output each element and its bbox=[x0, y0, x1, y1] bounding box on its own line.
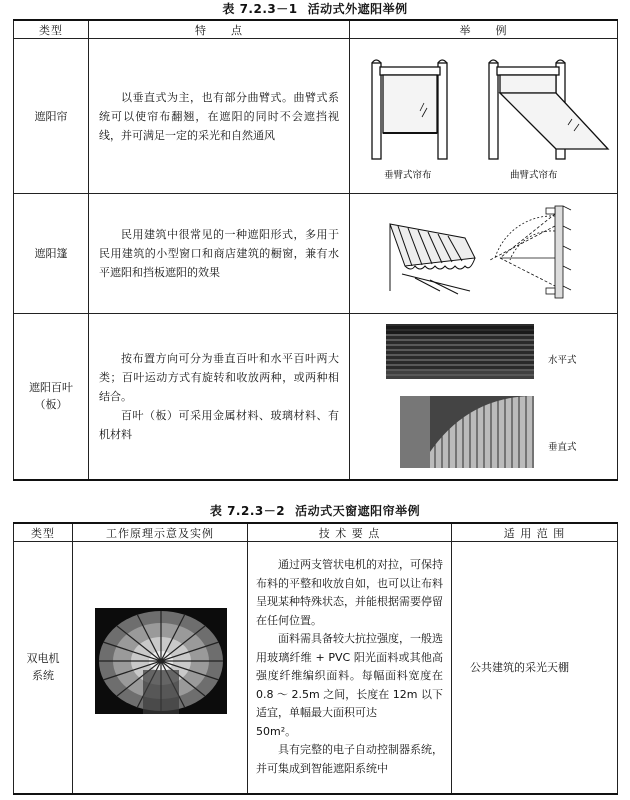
table2-title-text: 活动式天窗遮阳帘举例 bbox=[295, 504, 421, 518]
vertical-curtain-drawing bbox=[372, 60, 447, 159]
table2-header-scope: 适 用 范 围 bbox=[452, 523, 618, 542]
row-type-cell bbox=[14, 314, 89, 480]
table1 bbox=[13, 19, 618, 481]
feature-text-2: 百叶（板）可采用金属材料、玻璃材料、有机材料 bbox=[99, 408, 339, 441]
table1-header-feature: 特 点 bbox=[89, 20, 350, 39]
caption-arm-curtain: 曲臂式帘布 bbox=[510, 170, 558, 181]
horizontal-louver-photo bbox=[386, 324, 534, 379]
table2-title-number: 表 7.2.3－2 bbox=[209, 504, 286, 518]
table2-row-dual-motor bbox=[14, 542, 618, 794]
scope-cell: 公共建筑的采光天棚 bbox=[452, 542, 618, 794]
table1-row-curtain bbox=[14, 39, 618, 194]
row-feature bbox=[89, 194, 350, 314]
table1-header-example: 举 例 bbox=[350, 20, 618, 39]
awning-illustration-cell bbox=[350, 194, 618, 314]
table1-row-awning bbox=[14, 194, 618, 314]
skylight-photo bbox=[73, 542, 246, 792]
table1-row-louver bbox=[14, 314, 618, 480]
tech-text-2-end: 50m²。 bbox=[256, 724, 297, 738]
vertical-louver-photo bbox=[400, 396, 534, 468]
row-feature bbox=[89, 39, 350, 194]
table2-header-tech: 技 术 要 点 bbox=[248, 523, 452, 542]
caption-horizontal: 水平式 bbox=[548, 355, 577, 367]
louver-illustration-cell bbox=[350, 314, 618, 480]
row-type-line1: 双电机 bbox=[26, 652, 60, 666]
table2-title bbox=[0, 502, 630, 519]
tech-text-1: 通过两支管状电机的对拉，可保持布料的平整和收放自如，也可以让布料呈现某种特殊状态，并能根据需要停留在任何位置。 bbox=[256, 558, 443, 627]
row-type: 遮阳帘 bbox=[14, 39, 89, 194]
tech-text-3: 具有完整的电子自动控制器系统，并可集成到智能遮阳系统中 bbox=[256, 743, 443, 775]
row-type-cell bbox=[14, 542, 73, 794]
curtain-illustration-cell bbox=[350, 39, 618, 194]
row-type: 遮阳篷 bbox=[14, 194, 89, 314]
row-type-line2: 系统 bbox=[32, 669, 54, 683]
louver-illustration bbox=[350, 314, 616, 478]
tech-points-cell bbox=[248, 542, 452, 794]
awning-drawing bbox=[390, 224, 475, 294]
table1-header-type: 类型 bbox=[14, 20, 89, 39]
caption-vertical-curtain: 垂臂式帘布 bbox=[384, 170, 432, 181]
table2-header-row bbox=[14, 523, 618, 542]
row-type-line1: 遮阳百叶 bbox=[29, 381, 73, 395]
row-feature bbox=[89, 314, 350, 480]
table2-header-principle: 工作原理示意及实例 bbox=[73, 523, 248, 542]
awning-illustration bbox=[350, 196, 616, 312]
tech-text-2: 面料需具备较大抗拉强度，一般选用玻璃纤维 + PVC 阳光面料或其他高强度纤维编织面料。每幅面料宽度在 0.8 ～ 2.5m 之间，长度在 12m 以下适宜，单幅最大面积可达 bbox=[256, 632, 443, 720]
feature-text: 民用建筑中很常见的一种遮阳形式，多用于民用建筑的小型窗口和商店建筑的橱窗，兼有水平遮阳和挡板遮阳的效果 bbox=[99, 228, 339, 279]
feature-text-1: 按布置方向可分为垂直百叶和水平百叶两大类；百叶运动方式有旋转和收放两种，或两种相结合。 bbox=[99, 351, 339, 403]
table2 bbox=[13, 522, 618, 795]
table1-title-number: 表 7.2.3－1 bbox=[222, 2, 298, 16]
awning-section-drawing bbox=[490, 206, 571, 298]
table1-title-text: 活动式外遮阳举例 bbox=[307, 2, 408, 16]
table1-header-row bbox=[14, 20, 618, 39]
skylight-dome-photo bbox=[95, 608, 227, 714]
feature-text: 以垂直式为主，也有部分曲臂式。曲臂式系统可以使帘布翻翘，在遮阳的同时不会遮挡视线，并可满足一定的采光和自然通风 bbox=[99, 90, 339, 142]
table1-title bbox=[0, 0, 630, 17]
skylight-photo-cell bbox=[73, 542, 248, 794]
curtain-illustration bbox=[350, 41, 616, 191]
arm-curtain-drawing bbox=[489, 60, 608, 159]
caption-vertical: 垂直式 bbox=[548, 442, 577, 454]
table2-header-type: 类型 bbox=[14, 523, 73, 542]
row-type-line2: （板） bbox=[34, 398, 68, 412]
